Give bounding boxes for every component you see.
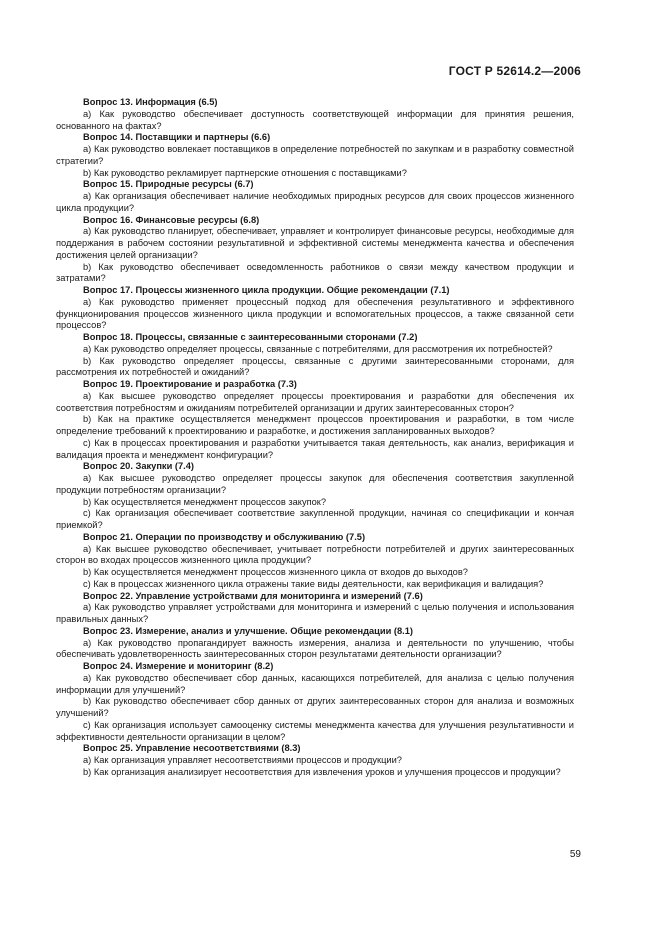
question-item: а) Как руководство управляет устройствами для мониторинга и измерений с целью получения и использования правильных данных? [56, 602, 574, 624]
question-item: а) Как руководство обеспечивает сбор данных, касающихся потребителей, для анализа с целью получения информации для улучшений? [56, 672, 574, 695]
question-item: а) Как руководство применяет процессный подход для обеспечения результативного и эффективного функционирования процессов жизненного цикла продукции и вспомогательных процессов, а также связанной сети процессов? [56, 296, 574, 331]
question-item: а) Как руководство планирует, обеспечивает, управляет и контролирует финансовые ресурсы, необходимые для поддержания в рабочем состоянии результативной и эффективной системы менеджмента качества и обеспечения достижения целей организации? [56, 226, 574, 260]
question-heading: Вопрос 14. Поставщики и партнеры (6.6) [83, 132, 271, 143]
question-heading: Вопрос 23. Измерение, анализ и улучшение. Общие рекомендации (8.1) [83, 625, 414, 636]
question-item: b) Как руководство обеспечивает сбор данных от других заинтересованных сторон для анализа и возможных улучшений? [56, 696, 574, 718]
question-item: с) Как в процессах жизненного цикла отражены такие виды деятельности, как верификация и валидация? [83, 578, 544, 589]
question-heading: Вопрос 15. Природные ресурсы (6.7) [83, 179, 254, 190]
question-heading: Вопрос 17. Процессы жизненного цикла продукции. Общие рекомендации (7.1) [83, 285, 450, 295]
question-item: а) Как руководство определяет процессы, связанные с потребителями, для рассмотрения их потребностей? [83, 343, 553, 354]
question-heading: Вопрос 20. Закупки (7.4) [83, 461, 195, 472]
question-heading: Вопрос 21. Операции по производству и обслуживанию (7.5) [83, 531, 366, 542]
question-heading: Вопрос 25. Управление несоответствиями (8.3) [83, 743, 301, 754]
question-item: b) Как руководство определяет процессы, связанные с другими заинтересованными сторонами, для рассмотрения их потребностей и ожиданий? [56, 355, 574, 378]
question-heading: Вопрос 18. Процессы, связанные с заинтересованными сторонами (7.2) [83, 332, 418, 342]
question-item: b) Как руководство рекламирует партнерские отношения с поставщиками? [83, 167, 407, 178]
question-heading: Вопрос 13. Информация (6.5) [83, 97, 218, 107]
question-item: а) Как руководство обеспечивает доступность соответствующей информации для принятия решения, основанного на фактах? [56, 108, 574, 131]
question-heading: Вопрос 19. Проектирование и разработка (7.3) [83, 379, 297, 389]
question-item: b) Как организация анализирует несоответствия для извлечения уроков и улучшения процессов и продукции? [83, 766, 561, 777]
question-heading: Вопрос 24. Измерение и мониторинг (8.2) [83, 661, 274, 671]
question-item: b) Как на практике осуществляется менеджмент процессов проектирования и разработки, в том числе определение требований к проектированию и разработке, и достижения запланированных выходов? [56, 414, 574, 436]
page-number: 59 [569, 849, 581, 860]
question-item: а) Как организация обеспечивает наличие необходимых природных ресурсов для своих процессов жизненного цикла продукции? [56, 191, 574, 213]
question-heading: Вопрос 22. Управление устройствами для мониторинга и измерений (7.6) [83, 590, 423, 601]
question-item: b) Как руководство обеспечивает осведомленность работников о связи между качеством продукции и затратами? [56, 261, 574, 284]
document-code: ГОСТ Р 52614.2—2006 [448, 64, 581, 78]
question-item: а) Как руководство вовлекает поставщиков в определение потребностей по закупкам и в разработку совместной стратегии? [56, 144, 574, 166]
question-item: b) Как осуществляется менеджмент процессов закупок? [83, 496, 327, 507]
question-item: с) Как организация использует самооценку системы менеджмента качества для улучшения результативности и эффективности деятельности организации в целом? [56, 719, 574, 742]
question-item: с) Как организация обеспечивает соответствие закупленной продукции, начиная со спецификации и кончая приемкой? [56, 508, 574, 530]
question-item: b) Как осуществляется менеджмент процессов жизненного цикла от входов до выходов? [83, 567, 468, 577]
question-item: а) Как руководство пропагандирует важность измерения, анализа и деятельности по улучшению, чтобы обеспечивать удовлетворенность заинтересованных сторон результатами деятельности организации? [56, 637, 574, 660]
question-item: а) Как высшее руководство определяет процессы закупок для обеспечения соответствия закупленной продукции потребностям организации? [56, 473, 574, 495]
question-item: а) Как высшее руководство определяет процессы проектирования и разработки для обеспечения их соответствия потребностям и ожиданиям потребителей организации и других заинтересованных сторон? [56, 390, 574, 413]
question-item: а) Как высшее руководство обеспечивает, учитывает потребности потребителей и других заинтересованных сторон во входах процессов жизненного цикла продукции? [56, 543, 574, 566]
question-heading: Вопрос 16. Финансовые ресурсы (6.8) [83, 214, 260, 225]
question-item: а) Как организация управляет несоответствиями процессов и продукции? [83, 755, 402, 765]
question-item: с) Как в процессах проектирования и разработки учитывается такая деятельность, как анализ, верификация и валидация проекта и менеджмент конфигурации? [56, 437, 574, 460]
question-list [56, 97, 574, 779]
